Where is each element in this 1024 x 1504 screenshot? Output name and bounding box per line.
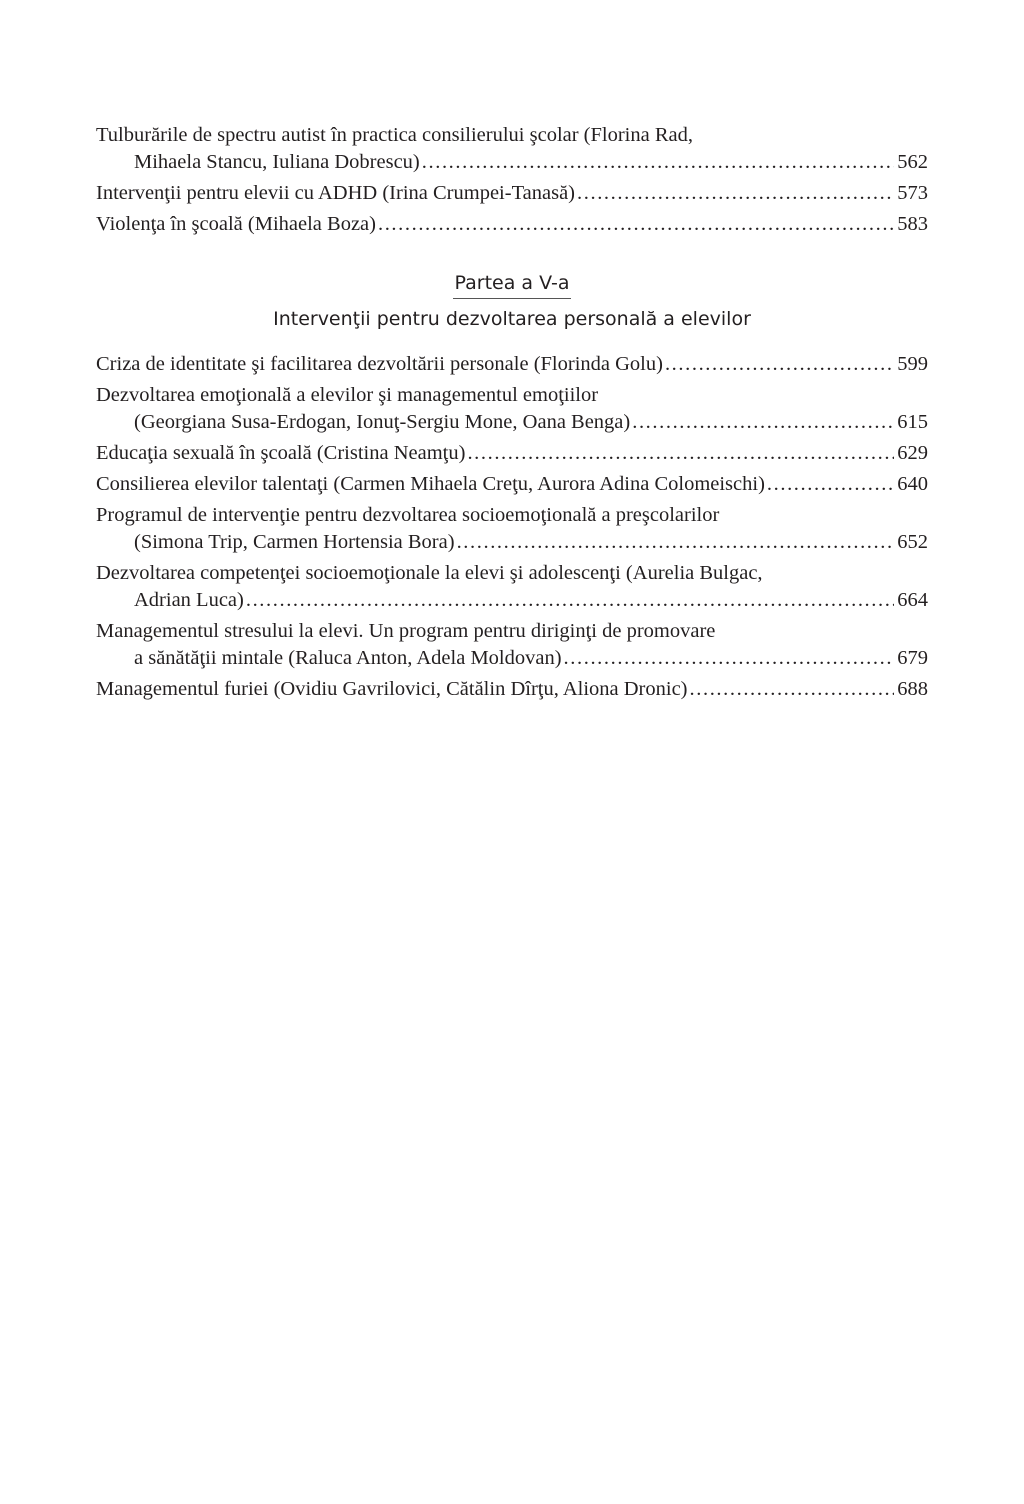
toc-entry-title: Mihaela Stancu, Iuliana Dobrescu) bbox=[134, 151, 420, 173]
toc-entry[interactable] bbox=[96, 180, 928, 207]
toc-page-number: 664 bbox=[897, 589, 928, 611]
table-of-contents bbox=[96, 122, 928, 707]
toc-entry-line bbox=[96, 351, 928, 378]
toc-entry-line bbox=[96, 440, 928, 467]
toc-entry-line bbox=[96, 382, 928, 409]
toc-entry-title: Dezvoltarea emoţională a elevilor şi managementul emoţiilor bbox=[96, 384, 599, 406]
dot-leader bbox=[422, 149, 894, 176]
toc-group-part-4 bbox=[96, 122, 928, 238]
part-heading bbox=[96, 270, 928, 333]
toc-entry-line bbox=[96, 211, 928, 238]
toc-entry-title: Criza de identitate şi facilitarea dezvoltării personale (Florinda Golu) bbox=[96, 353, 663, 375]
dot-leader bbox=[632, 409, 894, 436]
toc-entry-line bbox=[96, 587, 928, 614]
toc-entry-title: Dezvoltarea competenţei socioemoţionale la elevi şi adolescenţi (Aurelia Bulgac, bbox=[96, 562, 763, 584]
toc-entry[interactable] bbox=[96, 502, 928, 556]
dot-leader bbox=[467, 440, 894, 467]
toc-entry-title: Programul de intervenţie pentru dezvoltarea socioemoţională a preşcolarilor bbox=[96, 504, 720, 526]
toc-entry[interactable] bbox=[96, 471, 928, 498]
toc-entry[interactable] bbox=[96, 122, 928, 176]
toc-entry-line bbox=[96, 409, 928, 436]
toc-entry-title: Intervenţii pentru elevii cu ADHD (Irina Crumpei-Tanasă) bbox=[96, 182, 576, 204]
toc-page-number: 629 bbox=[897, 442, 928, 464]
toc-page-number: 652 bbox=[897, 531, 928, 553]
toc-entry-title: Managementul furiei (Ovidiu Gavrilovici, Cătălin Dîrţu, Aliona Dronic) bbox=[96, 678, 688, 700]
toc-entry[interactable] bbox=[96, 440, 928, 467]
toc-entry[interactable] bbox=[96, 211, 928, 238]
dot-leader bbox=[378, 211, 894, 238]
toc-entry-line bbox=[96, 180, 928, 207]
toc-entry-line bbox=[96, 560, 928, 587]
toc-entry[interactable] bbox=[96, 560, 928, 614]
toc-entry-title: Violenţa în şcoală (Mihaela Boza) bbox=[96, 213, 376, 235]
toc-page-number: 679 bbox=[897, 647, 928, 669]
dot-leader bbox=[690, 676, 895, 703]
part-title: Partea a V-a bbox=[453, 270, 572, 299]
toc-entry-line bbox=[96, 676, 928, 703]
dot-leader bbox=[577, 180, 894, 207]
toc-entry-line bbox=[96, 529, 928, 556]
toc-entry-title: Consilierea elevilor talentaţi (Carmen Mihaela Creţu, Aurora Adina Colomeischi) bbox=[96, 473, 765, 495]
toc-entry-line bbox=[96, 618, 928, 645]
toc-entry-line bbox=[96, 645, 928, 672]
toc-page-number: 599 bbox=[897, 353, 928, 375]
dot-leader bbox=[246, 587, 894, 614]
dot-leader bbox=[457, 529, 895, 556]
dot-leader bbox=[767, 471, 894, 498]
part-subtitle: Intervenţii pentru dezvoltarea personală a elevilor bbox=[273, 308, 751, 330]
toc-page-number: 562 bbox=[897, 151, 928, 173]
toc-entry-line bbox=[96, 149, 928, 176]
toc-entry-title: Tulburările de spectru autist în practica consilierului şcolar (Florina Rad, bbox=[96, 124, 694, 146]
dot-leader bbox=[564, 645, 895, 672]
toc-page-number: 615 bbox=[897, 411, 928, 433]
dot-leader bbox=[665, 351, 894, 378]
toc-entry-title: Educaţia sexuală în şcoală (Cristina Neamţu) bbox=[96, 442, 466, 464]
toc-page-number: 573 bbox=[897, 182, 928, 204]
toc-entry-title: Adrian Luca) bbox=[134, 589, 244, 611]
toc-entry-line bbox=[96, 122, 928, 149]
toc-entry-line bbox=[96, 502, 928, 529]
toc-entry-title: a sănătăţii mintale (Raluca Anton, Adela Moldovan) bbox=[134, 647, 562, 669]
toc-entry[interactable] bbox=[96, 351, 928, 378]
toc-entry-title: (Georgiana Susa-Erdogan, Ionuţ-Sergiu Mone, Oana Benga) bbox=[134, 411, 631, 433]
toc-entry-line bbox=[96, 471, 928, 498]
toc-entry[interactable] bbox=[96, 618, 928, 672]
toc-entry-title: (Simona Trip, Carmen Hortensia Bora) bbox=[134, 531, 455, 553]
toc-entry[interactable] bbox=[96, 676, 928, 703]
toc-page-number: 640 bbox=[897, 473, 928, 495]
toc-entry[interactable] bbox=[96, 382, 928, 436]
toc-page-number: 688 bbox=[897, 678, 928, 700]
toc-page-number: 583 bbox=[897, 213, 928, 235]
toc-entry-title: Managementul stresului la elevi. Un program pentru diriginţi de promovare bbox=[96, 620, 716, 642]
toc-group-part-5 bbox=[96, 351, 928, 703]
